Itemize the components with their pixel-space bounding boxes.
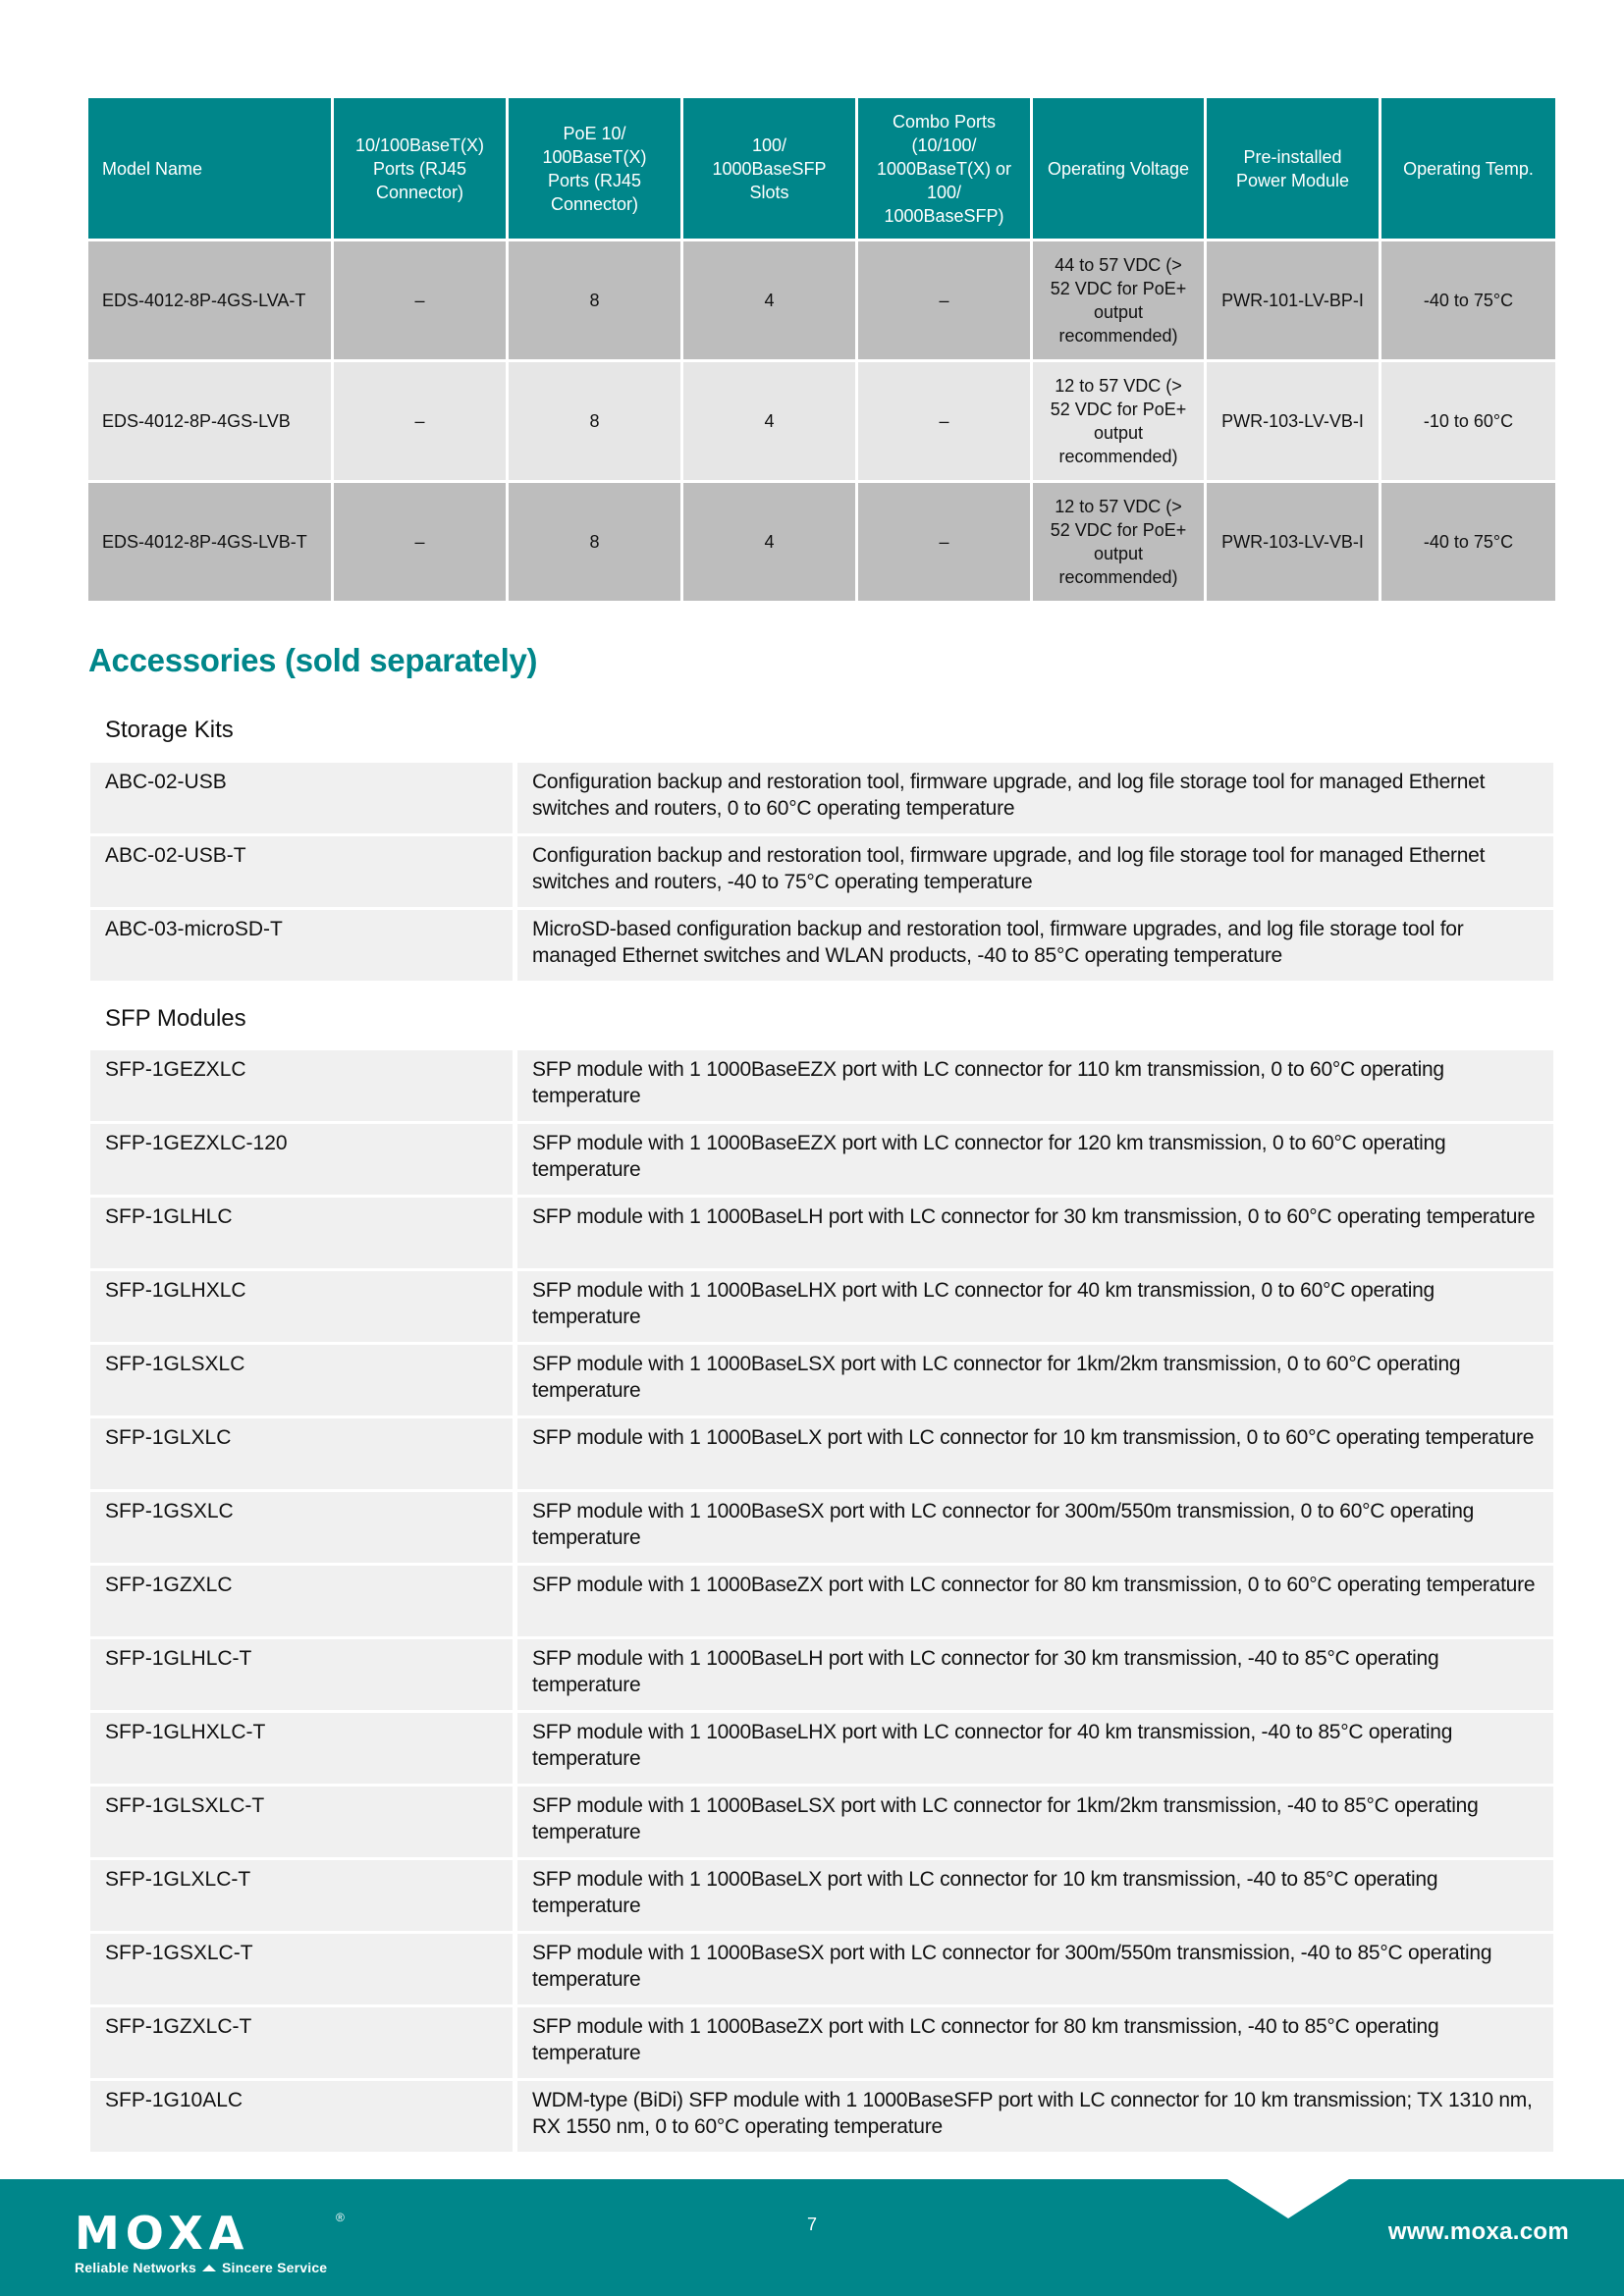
list-item: [90, 763, 1553, 833]
accessory-code: SFP-1GSXLC: [90, 1492, 513, 1563]
cell-power-module: PWR-101-LV-BP-I: [1207, 241, 1381, 362]
accessory-code: SFP-1GLHLC-T: [90, 1639, 513, 1710]
cell-10-100-ports: –: [334, 483, 509, 604]
accessory-code: SFP-1GLXLC-T: [90, 1860, 513, 1931]
page-number: 7: [807, 2215, 818, 2234]
triangle-icon: [202, 2265, 216, 2271]
moxa-logo: [75, 2207, 345, 2275]
list-item: [90, 1198, 1553, 1268]
accessories-heading: Accessories (sold separately): [88, 642, 538, 678]
accessory-code: SFP-1G10ALC: [90, 2081, 513, 2152]
accessory-description: SFP module with 1 1000BaseSX port with LC connector for 300m/550m transmission, -40 to 85°C operating temperature: [517, 1934, 1553, 2004]
cell-operating-voltage: 44 to 57 VDC (> 52 VDC for PoE+ output recommended): [1033, 241, 1207, 362]
accessory-description: SFP module with 1 1000BaseLHX port with LC connector for 40 km transmission, 0 to 60°C operating temperature: [517, 1271, 1553, 1342]
header-sfp-slots: 100/ 1000BaseSFP Slots: [683, 98, 858, 241]
table-header-row: [88, 98, 1555, 241]
table-row: [88, 483, 1555, 604]
list-item: [90, 1124, 1553, 1195]
logo-tagline: [75, 2260, 327, 2275]
cell-operating-temp: -40 to 75°C: [1381, 483, 1555, 604]
storage-kits-list: [90, 763, 1553, 984]
list-item: [90, 2081, 1553, 2152]
list-item: [90, 1418, 1553, 1489]
cell-poe-ports: 8: [509, 241, 683, 362]
list-item: [90, 1713, 1553, 1784]
header-power-module: Pre-installed Power Module: [1207, 98, 1381, 241]
list-item: [90, 1492, 1553, 1563]
registered-mark: ®: [336, 2211, 345, 2224]
cell-poe-ports: 8: [509, 362, 683, 483]
header-poe-ports: PoE 10/ 100BaseT(X) Ports (RJ45 Connector): [509, 98, 683, 241]
footer-notch-decoration: [1227, 2179, 1349, 2218]
accessory-code: SFP-1GZXLC: [90, 1566, 513, 1636]
accessory-code: SFP-1GZXLC-T: [90, 2007, 513, 2078]
accessory-description: SFP module with 1 1000BaseEZX port with LC connector for 120 km transmission, 0 to 60°C operating temperature: [517, 1124, 1553, 1195]
cell-sfp-slots: 4: [683, 241, 858, 362]
sfp-modules-list: [90, 1050, 1553, 2155]
accessory-description: MicroSD-based configuration backup and restoration tool, firmware upgrades, and log file storage tool for managed Ethernet switches and WLAN products, -40 to 85°C operating temperature: [517, 910, 1553, 981]
accessory-description: SFP module with 1 1000BaseEZX port with LC connector for 110 km transmission, 0 to 60°C operating temperature: [517, 1050, 1553, 1121]
accessory-code: SFP-1GLSXLC: [90, 1345, 513, 1415]
accessory-code: SFP-1GLSXLC-T: [90, 1787, 513, 1857]
header-operating-voltage: Operating Voltage: [1033, 98, 1207, 241]
accessory-description: SFP module with 1 1000BaseLH port with LC connector for 30 km transmission, -40 to 85°C operating temperature: [517, 1639, 1553, 1710]
storage-kits-heading: Storage Kits: [105, 717, 234, 743]
accessory-description: SFP module with 1 1000BaseZX port with LC connector for 80 km transmission, 0 to 60°C operating temperature: [517, 1566, 1553, 1636]
accessory-code: SFP-1GEZXLC: [90, 1050, 513, 1121]
cell-power-module: PWR-103-LV-VB-I: [1207, 483, 1381, 604]
accessory-description: SFP module with 1 1000BaseLSX port with LC connector for 1km/2km transmission, 0 to 60°C operating temperature: [517, 1345, 1553, 1415]
accessory-description: Configuration backup and restoration tool, firmware upgrade, and log file storage tool for managed Ethernet switches and routers, -40 to 75°C operating temperature: [517, 836, 1553, 907]
accessory-description: SFP module with 1 1000BaseLHX port with LC connector for 40 km transmission, -40 to 85°C operating temperature: [517, 1713, 1553, 1784]
cell-combo-ports: –: [858, 362, 1033, 483]
list-item: [90, 1271, 1553, 1342]
tagline-right: Sincere Service: [222, 2260, 328, 2275]
accessory-code: ABC-02-USB-T: [90, 836, 513, 907]
cell-power-module: PWR-103-LV-VB-I: [1207, 362, 1381, 483]
accessory-description: SFP module with 1 1000BaseSX port with LC connector for 300m/550m transmission, 0 to 60°C operating temperature: [517, 1492, 1553, 1563]
cell-operating-voltage: 12 to 57 VDC (> 52 VDC for PoE+ output recommended): [1033, 483, 1207, 604]
accessory-code: SFP-1GLHXLC-T: [90, 1713, 513, 1784]
accessory-code: SFP-1GSXLC-T: [90, 1934, 513, 2004]
cell-10-100-ports: –: [334, 362, 509, 483]
cell-operating-voltage: 12 to 57 VDC (> 52 VDC for PoE+ output recommended): [1033, 362, 1207, 483]
accessory-description: SFP module with 1 1000BaseLX port with LC connector for 10 km transmission, 0 to 60°C operating temperature: [517, 1418, 1553, 1489]
list-item: [90, 1566, 1553, 1636]
table-row: [88, 241, 1555, 362]
model-table: [88, 98, 1555, 604]
cell-10-100-ports: –: [334, 241, 509, 362]
tagline-left: Reliable Networks: [75, 2260, 196, 2275]
header-model-name: Model Name: [88, 98, 334, 241]
header-10-100-ports: 10/100BaseT(X) Ports (RJ45 Connector): [334, 98, 509, 241]
cell-model-name: EDS-4012-8P-4GS-LVB: [88, 362, 334, 483]
cell-combo-ports: –: [858, 241, 1033, 362]
sfp-modules-heading: SFP Modules: [105, 1005, 246, 1032]
accessory-description: SFP module with 1 1000BaseZX port with LC connector for 80 km transmission, -40 to 85°C operating temperature: [517, 2007, 1553, 2078]
cell-sfp-slots: 4: [683, 362, 858, 483]
cell-operating-temp: -40 to 75°C: [1381, 241, 1555, 362]
accessory-description: SFP module with 1 1000BaseLSX port with LC connector for 1km/2km transmission, -40 to 85°C operating temperature: [517, 1787, 1553, 1857]
cell-model-name: EDS-4012-8P-4GS-LVA-T: [88, 241, 334, 362]
list-item: [90, 1860, 1553, 1931]
list-item: [90, 1639, 1553, 1710]
logo-wordmark: MOXA: [75, 2207, 250, 2260]
cell-sfp-slots: 4: [683, 483, 858, 604]
page-footer: [0, 2179, 1624, 2296]
accessory-code: SFP-1GLHLC: [90, 1198, 513, 1268]
list-item: [90, 2007, 1553, 2078]
accessory-description: Configuration backup and restoration tool, firmware upgrade, and log file storage tool for managed Ethernet switches and routers, 0 to 60°C operating temperature: [517, 763, 1553, 833]
table-row: [88, 362, 1555, 483]
accessory-description: SFP module with 1 1000BaseLX port with LC connector for 10 km transmission, -40 to 85°C operating temperature: [517, 1860, 1553, 1931]
list-item: [90, 1345, 1553, 1415]
cell-poe-ports: 8: [509, 483, 683, 604]
list-item: [90, 1050, 1553, 1121]
list-item: [90, 1934, 1553, 2004]
cell-operating-temp: -10 to 60°C: [1381, 362, 1555, 483]
accessory-description: WDM-type (BiDi) SFP module with 1 1000BaseSFP port with LC connector for 10 km transmission; TX 1310 nm, RX 1550 nm, 0 to 60°C operating temperature: [517, 2081, 1553, 2152]
website-link[interactable]: www.moxa.com: [1387, 2218, 1569, 2245]
list-item: [90, 836, 1553, 907]
accessory-code: ABC-03-microSD-T: [90, 910, 513, 981]
list-item: [90, 1787, 1553, 1857]
accessory-code: SFP-1GLXLC: [90, 1418, 513, 1489]
header-operating-temp: Operating Temp.: [1381, 98, 1555, 241]
list-item: [90, 910, 1553, 981]
cell-combo-ports: –: [858, 483, 1033, 604]
accessory-code: SFP-1GEZXLC-120: [90, 1124, 513, 1195]
accessory-code: SFP-1GLHXLC: [90, 1271, 513, 1342]
header-combo-ports: Combo Ports (10/100/ 1000BaseT(X) or 100/ 1000BaseSFP): [858, 98, 1033, 241]
accessory-code: ABC-02-USB: [90, 763, 513, 833]
cell-model-name: EDS-4012-8P-4GS-LVB-T: [88, 483, 334, 604]
accessory-description: SFP module with 1 1000BaseLH port with LC connector for 30 km transmission, 0 to 60°C operating temperature: [517, 1198, 1553, 1268]
